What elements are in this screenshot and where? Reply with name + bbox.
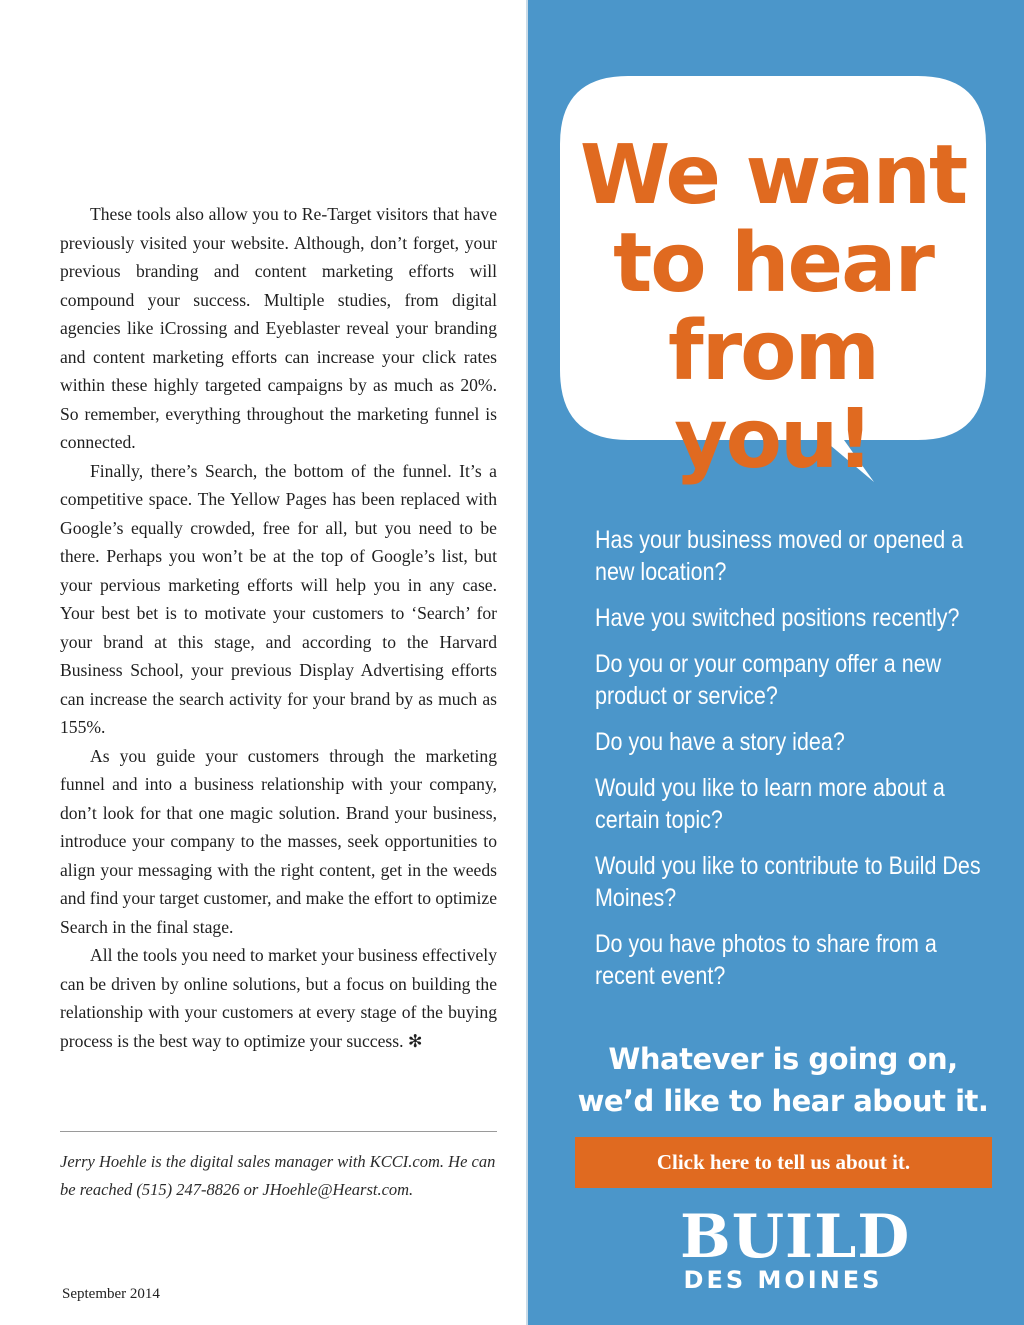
- article-paragraph-1: These tools also allow you to Re-Target visitors that have previously visited your website. Although, don’t forget, your previous branding and content marketing efforts will compound your success. Multiple studies, from digital agencies like iCrossing and Eyeblaster reveal your branding and content marketing efforts can increase your click rates within these highly targeted campaigns by as much as 20%. So remember, everything throughout the marketing funnel is connected.: [60, 204, 497, 452]
- question-list: [595, 524, 991, 1006]
- question-item: Has your business moved or opened a new location?: [595, 526, 964, 586]
- tell-us-button[interactable]: Click here to tell us about it.: [575, 1137, 992, 1188]
- tagline-line-2: we’d like to hear about it.: [577, 1084, 989, 1118]
- bio-divider: [60, 1131, 497, 1132]
- article-paragraph-2: Finally, there’s Search, the bottom of the funnel. It’s a competitive space. The Yellow Pages has been replaced with Google’s equally crowded, free for all, but you need to be there. Perhaps you won’t be at the top of Google’s list, but your pervious marketing efforts will help you in any case. Your best bet is to motivate your customers to ‘Search’ for your brand at this stage, and according to the Harvard Business School, your previous Display Advertising efforts can increase the search activity for your brand by as much as 155%.: [60, 460, 497, 737]
- headline-line-1: We want: [579, 128, 967, 223]
- question-item: Would you like to learn more about a certain topic?: [595, 774, 945, 834]
- speech-bubble: [558, 74, 988, 494]
- ad-panel: [528, 0, 1024, 1325]
- build-des-moines-logo: [680, 1202, 911, 1294]
- article-body: [60, 200, 497, 1055]
- ad-headline: [558, 128, 988, 487]
- question-item: Do you have a story idea?: [595, 728, 845, 756]
- question-item: Have you switched positions recently?: [595, 604, 960, 632]
- question-item: Do you have photos to share from a recent event?: [595, 930, 937, 990]
- logo-wordmark: BUILD: [680, 1202, 911, 1272]
- page-footer-date: September 2014: [62, 1286, 160, 1302]
- question-item: Do you or your company offer a new product or service?: [595, 650, 942, 710]
- logo-subtitle: DES MOINES: [683, 1266, 883, 1294]
- author-bio: Jerry Hoehle is the digital sales manager with KCCI.com. He can be reached (515) 247-8826 or JHoehle@Hearst.com.: [60, 1152, 496, 1199]
- tagline-line-1: Whatever is going on,: [608, 1042, 958, 1076]
- ad-tagline: [528, 1038, 1024, 1122]
- article-paragraph-3: As you guide your customers through the marketing funnel and into a business relationship with your company, don’t look for that one magic solution. Brand your business, introduce your company to the masses, seek opportunities to align your messaging with the right content, get in the weeds and find your target customer, and make the effort to optimize Search in the final stage.: [60, 745, 497, 937]
- headline-line-2: to hear: [613, 216, 933, 311]
- headline-line-3: from you!: [668, 304, 878, 487]
- question-item: Would you like to contribute to Build Des Moines?: [595, 852, 981, 912]
- article-paragraph-4: All the tools you need to market your business effectively can be driven by online solutions, but a focus on building the relationship with your customers at every stage of the buying process is the best way to optimize your success. ✻: [60, 945, 497, 1051]
